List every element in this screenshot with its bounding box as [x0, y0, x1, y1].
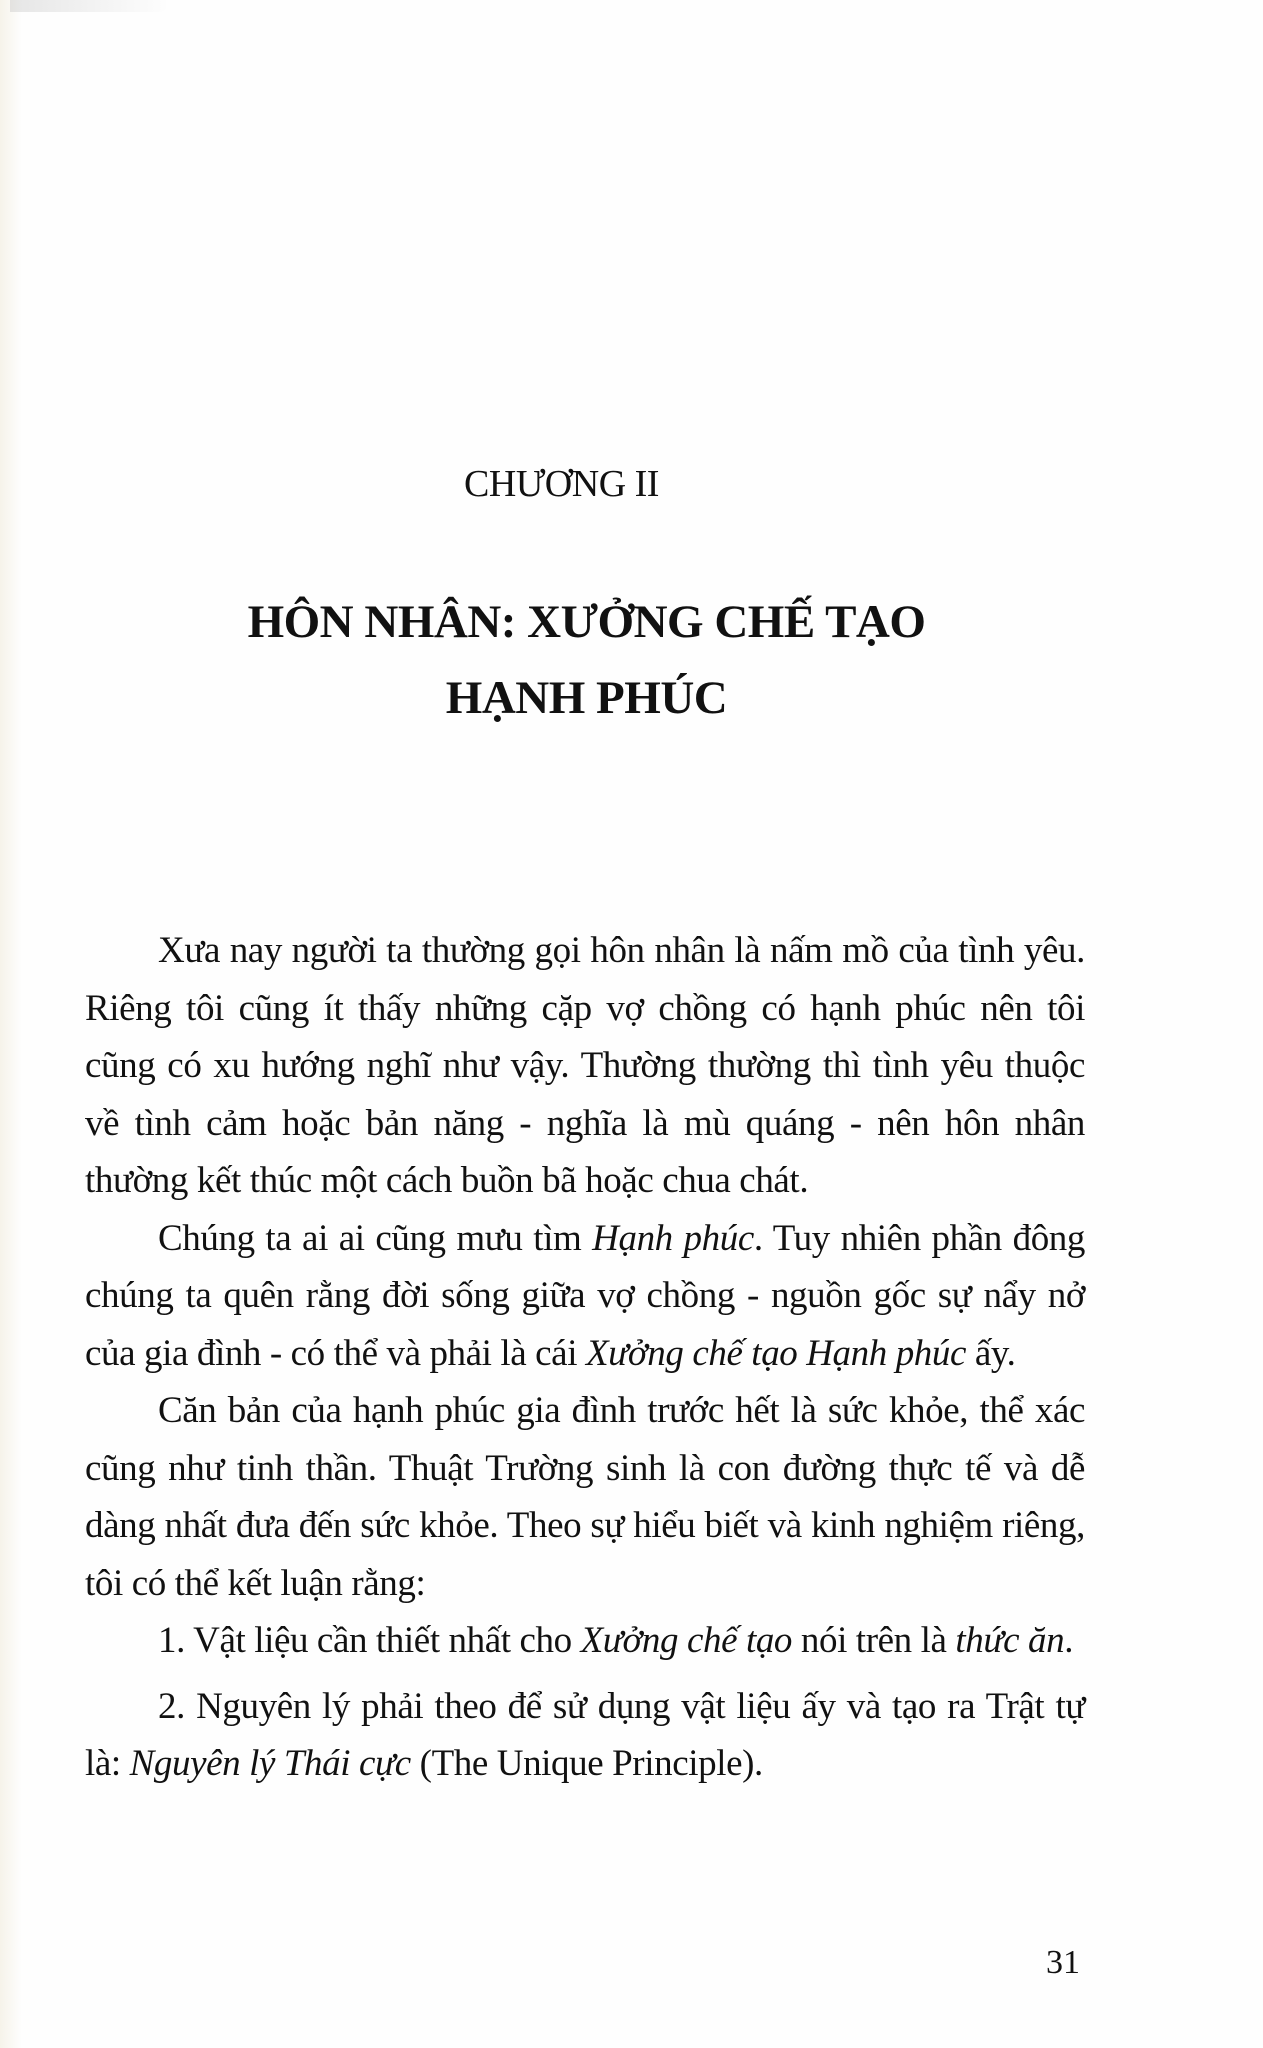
italic-segment: thức ăn [955, 1620, 1065, 1661]
italic-segment: Hạnh phúc [592, 1217, 754, 1259]
chapter-title [0, 584, 1263, 736]
text-segment: Xưa nay người ta thường gọi hôn nhân là nấm mồ của tình yêu. Riêng tôi cũng ít thấy những cặp vợ chồng có hạnh phúc nên tôi cũng có xu hướng nghĩ như vậy. Thường thường thì tình yêu thuộc về tình cảm hoặc bản năng - nghĩa là mù quáng - nên hôn nhân thường kết thúc một cách buồn bã hoặc chua chát. [85, 930, 1085, 1201]
paragraph [85, 1382, 1085, 1612]
scan-smudge [10, 0, 170, 12]
text-segment: (The Unique Principle). [410, 1743, 763, 1784]
text-segment: . Tuy nhiên phần đông chúng ta quên rằng đời sống giữa vợ chồng - nguồn gốc sự nẩy nở của gia đình - có thể và phải là cái [85, 1217, 1086, 1374]
text-segment: . [1064, 1620, 1074, 1661]
body-text [85, 922, 1085, 1793]
text-segment: ấy. [966, 1332, 1016, 1374]
chapter-title-line-1: HÔN NHÂN: XƯỞNG CHẾ TẠO [247, 596, 926, 648]
numbered-list-item [85, 1678, 1085, 1793]
text-segment: 2. Nguyên lý phải theo để sử dụng vật liệu ấy và tạo ra Trật tự là: [85, 1685, 1085, 1784]
paragraph [85, 1210, 1085, 1383]
italic-segment: Xưởng chế tạo Hạnh phúc [585, 1332, 967, 1374]
text-segment: Căn bản của hạnh phúc gia đình trước hết là sức khỏe, thể xác cũng như tinh thần. Thuật Trường sinh là con đường thực tế và dễ dàng nhất đưa đến sức khỏe. Theo sự hiểu biết và kinh nghiệm riêng, tôi có thể kết luận rằng: [85, 1390, 1085, 1604]
paragraph [85, 922, 1085, 1210]
chapter-title-line-2: HẠNH PHÚC [445, 672, 728, 724]
numbered-list-item [85, 1612, 1085, 1670]
text-segment: Chúng ta ai ai cũng mưu tìm [158, 1217, 593, 1259]
italic-segment: Nguyên lý Thái cực [129, 1743, 411, 1784]
page-edge-shadow [0, 0, 22, 2048]
text-segment: nói trên là [792, 1620, 956, 1661]
page-number: 31 [1046, 1944, 1080, 1981]
chapter-label: CHƯƠNG II [464, 463, 659, 505]
italic-segment: Xưởng chế tạo [580, 1620, 793, 1661]
text-segment: 1. Vật liệu cần thiết nhất cho [158, 1620, 581, 1661]
